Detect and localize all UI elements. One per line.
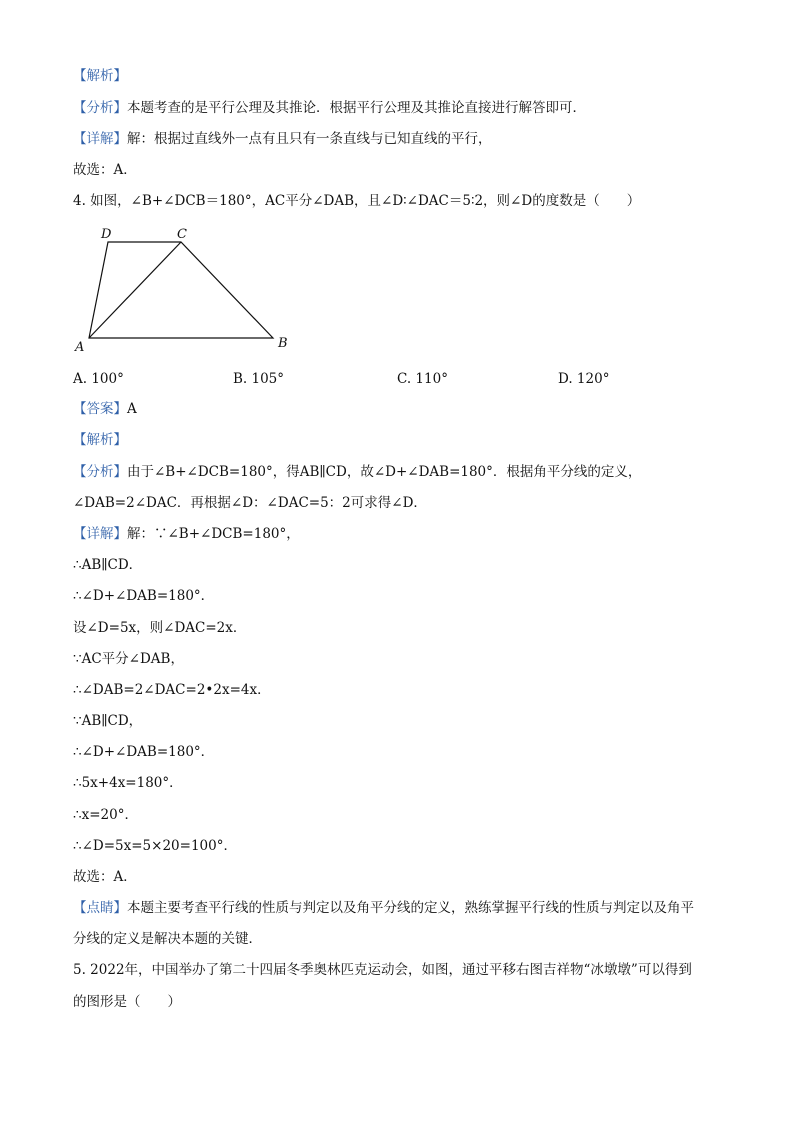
- analysis-tag: 【分析】: [73, 464, 127, 480]
- vertex-label-d: D: [101, 227, 112, 242]
- q4-answer: [73, 399, 137, 419]
- q4-step-12: 故选：A．: [73, 869, 137, 885]
- detail-text: 解：根据过直线外一点有且只有一条直线与已知直线的平行，: [127, 131, 492, 147]
- analysis-heading: 【解析】: [73, 68, 127, 84]
- q4-step-1: [73, 524, 300, 544]
- q4-step-3: ∴∠D+∠DAB=180°．: [73, 588, 215, 604]
- q4-analysis-2: ∠DAB=2∠DAC．再根据∠D：∠DAC=5：2可求得∠D．: [73, 495, 427, 511]
- q4-step-2: ∴AB∥CD．: [73, 557, 143, 573]
- trapezoid-figure: [70, 222, 300, 357]
- vertex-label-b: B: [278, 336, 288, 351]
- q5-stem-1: 5. 2022年，中国举办了第二十四届冬季奥林匹克运动会，如图，通过平移右图吉祥物“冰墩墩”可以得到: [73, 962, 692, 978]
- q4-step-9: ∴5x+4x=180°．: [73, 775, 183, 791]
- q4-remark-2: 分线的定义是解决本题的关键．: [73, 931, 262, 947]
- choice-a: A. 100°: [73, 371, 124, 387]
- q4-step-4: 设∠D=5x，则∠DAC=2x．: [73, 620, 247, 636]
- q4-step-7: ∵AB∥CD，: [73, 713, 143, 729]
- remark-tag: 【点睛】: [73, 900, 127, 916]
- analysis-text: 本题考查的是平行公理及其推论．根据平行公理及其推论直接进行解答即可．: [127, 100, 586, 116]
- detail-tag: 【详解】: [73, 526, 127, 542]
- q5-stem-2: 的图形是（ ）: [73, 994, 181, 1010]
- q4-analysis-heading: 【解析】: [73, 432, 127, 448]
- choice-d: D. 120°: [558, 371, 610, 387]
- q4-analysis-1: [73, 462, 641, 482]
- vertex-label-a: A: [75, 340, 85, 355]
- vertex-label-c: C: [177, 227, 187, 242]
- q4-step-11: ∴∠D=5x=5×20=100°．: [73, 838, 237, 854]
- q4-step-6: ∴∠DAB=2∠DAC=2•2x=4x．: [73, 682, 271, 698]
- q3-conclusion: 故选：A．: [73, 162, 137, 178]
- q4-step-5: ∵AC平分∠DAB，: [73, 651, 184, 667]
- remark-text: 本题主要考查平行线的性质与判定以及角平分线的定义，熟练掌握平行线的性质与判定以及角平: [127, 900, 694, 916]
- analysis-text: 由于∠B+∠DCB=180°，得AB∥CD，故∠D+∠DAB=180°．根据角平分线的定义，: [127, 464, 642, 480]
- analysis-tag: 【分析】: [73, 100, 127, 116]
- trapezoid-outline: [89, 242, 273, 338]
- step-text: 解：∵∠B+∠DCB=180°，: [127, 526, 300, 542]
- q3-analysis: [73, 98, 586, 118]
- q4-step-10: ∴x=20°．: [73, 807, 138, 823]
- diagonal-ac: [89, 242, 181, 338]
- choice-c: C. 110°: [397, 371, 448, 387]
- q4-stem: 4. 如图，∠B+∠DCB＝180°，AC平分∠DAB，且∠D∶∠DAC＝5∶2，则∠D的度数是（ ）: [73, 193, 641, 209]
- q4-step-8: ∴∠D+∠DAB=180°．: [73, 744, 215, 760]
- answer-tag: 【答案】: [73, 401, 127, 417]
- answer-value: A: [127, 401, 137, 417]
- choice-b: B. 105°: [233, 371, 285, 387]
- detail-tag: 【详解】: [73, 131, 127, 147]
- q4-remark-1: [73, 898, 694, 918]
- q3-detail: [73, 129, 492, 149]
